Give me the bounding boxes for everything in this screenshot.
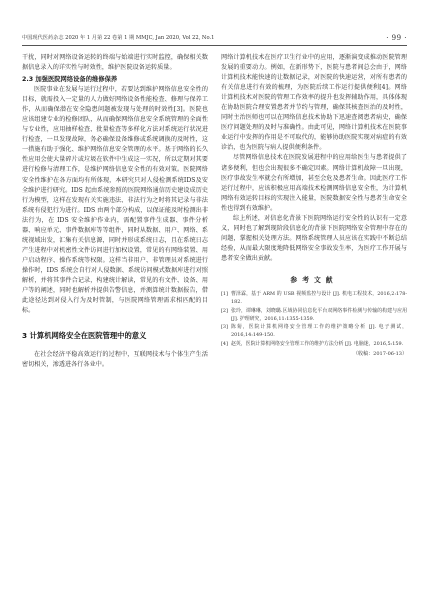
right-column [221,53,407,357]
body-paragraph: 尽管网络信息技术在医院发展进程中的应用给医生与患者提供了诸多便利，但也会出现很多不确定因素。网络计算机故障一旦出现，医疗事故发生率就会有所增加，甚至会危及患者生命。因此医疗工作运行过程中，应该积极应用高端技术检测网络信息安全性，为计算机网络有效运转目标的实现注入能量，医院数据安全性与患者生命安全性也得到有效维护。 [221,154,407,212]
continuation-paragraph: 干扰，同时对网络设备运转的终端与始端进行实时监控，确保相关数据信息录入的详实性与时效性，维护医院设备运转质量。 [22,54,208,72]
section-heading: 3 计算机网络安全在医院管理中的意义 [22,331,147,341]
reference-item [221,307,407,324]
left-column [22,53,208,370]
reference-item [221,323,407,340]
continuation-paragraph: 网络计算机技术在医疗卫生行业中的应用，逐渐演变成推动医院管理发展的重要动力。例如，在新形势下，医院与患者间总会由于，网络计算机技术能快速的让数据记录，对医院的快速运营，对所有患者的有关信息进行有效的梳理，为医院后续工作运行提供便利[4]。网络计算机技术对医院的管理工作效率的提升也发挥辅助作用，具体体现在协助医院合理安置患者并节约与管理，确保其核查医治的及时性，同时主治医师也可以在网络信息技术协助下迅速查阅患者病史，确保医疗问题处理的及时与准确性。由此可见，网络计算机技术在医院事业运行中发挥的作用是不可取代的，能够协助医院实现对病症的有效诊治，也为医院与病人提供便利条件。 [221,54,407,152]
body-paragraph: 医院事业在发展与运行过程中，若要达到维护网络信息安全性的目标，就需投入一定量的人力做好网络设备性能检查、修理与保养工作，从而确保潜在安全隐患问题被发现与处理的时效性[3]。医院也应该组建专业的检修团队，从而确保网络信息安全系统管理的全面性与专业性，应用抽样检查、批量检查等多样化方法对系统运行状况进行检查，一旦发现故障，务必确保设备维修或系统调换的及时性，这一措施有助于强化、维护网络信息安全管理的水平。基于网络的长久性应用会使大量碎片或垃圾在软件中生成这一实况，所以定期对其要进行检修与清理工作，是维护网络信息安全性的有效对策。医院网络安全性维护在各方面均有所体现，本研究只对人侵检测系统IDS及安全维护进行研究。IDS 起由系统参照的医院网络通信历史建设成历史行为模型，这样在发现有关实施违法、非法行为之时将其记录与非法系统有侵犯行为进行。IDS 由两个部分构成，以保证能及时检测出非法行为，在 IDS 安全维护作业内，需配置事件生成器、事件分析器、响应单元、事件数据库等等组件，同时从数据、用户、网络、系统视域出发，汇集有关信息源，同时并形成系统日志，且在系统日志产生进程中对机密性文件访问进行加权设置，常见的有网络装置、用户启动程序、操作系统等权限。这样当非用户、非管理员对系统进行操作时，IDS 系统会自行对人侵数据、系统访问模式数据库进行对照解析，并将其事件合记录，构建统计解读，常见的有文件、设备、用户等的阐述，同时也解析并提供告警信息，并测算统计数据报告，借此途径达到对侵入行为及时管制，与医院网络管理需求相匹配的目标。 [22,86,208,315]
reference-item [221,340,407,348]
reference-text: 赵英，医院计算机网络安全管理工作的维护方法分析 [J]. 电脑迷，2016,5:159. [231,340,404,347]
page-number: · 99 · [386,34,407,42]
reference-number: [3] [221,324,228,331]
reference-number: [2] [221,307,228,314]
reference-list [221,290,407,348]
running-header [22,33,407,46]
journal-citation: 中国现代医药杂志 2020 年 1 月第 22 卷第 1 期 MMJC, Jan 2020, Vol 22, No.1 [22,35,215,41]
reference-text: 陈菊，医院计算机网络安全管理工作的维护策略分析 [J]. 电子测试，2016,14:149-150. [231,324,407,339]
reference-number: [4] [221,340,228,347]
subsection-heading: 2.3 加强医院网络设备的维修保养 [22,76,118,84]
received-date: （收稿：2017-06-13） [353,351,407,358]
conclusion-paragraph: 综上所述，对信息化背景下医院网络运行安全性的认识有一定意义，同时也了解到现阶段信息化的背景下医院网络安全管理中存在的问题，掌握相关处理方法。网络系统管理人员应该在实践中不断总结经验，从而最大限度地降低网络安全事故发生率，为医疗工作开展与患者安全做出贡献。 [221,214,407,262]
reference-number: [1] [221,290,228,297]
reference-item [221,290,407,307]
reference-text: 张玲，谭琳琳，刘晓璐.区域协同信息化平台双网络事件检测与传输的构建与应用 [J]. 护理研究，2016,11:1355-1359. [231,307,407,322]
references-heading: 参考文献 [290,275,338,284]
body-paragraph: 在社会经济平稳高效运行的过程中，互联网技术与个体生产生活密切相关，渗透进各行各业中。 [22,351,208,369]
reference-text: 曹泽霖，基于 ARM 的 USB 视频监控与设计 [J]. 机电工程技术，2016,2:178-182. [231,290,407,306]
